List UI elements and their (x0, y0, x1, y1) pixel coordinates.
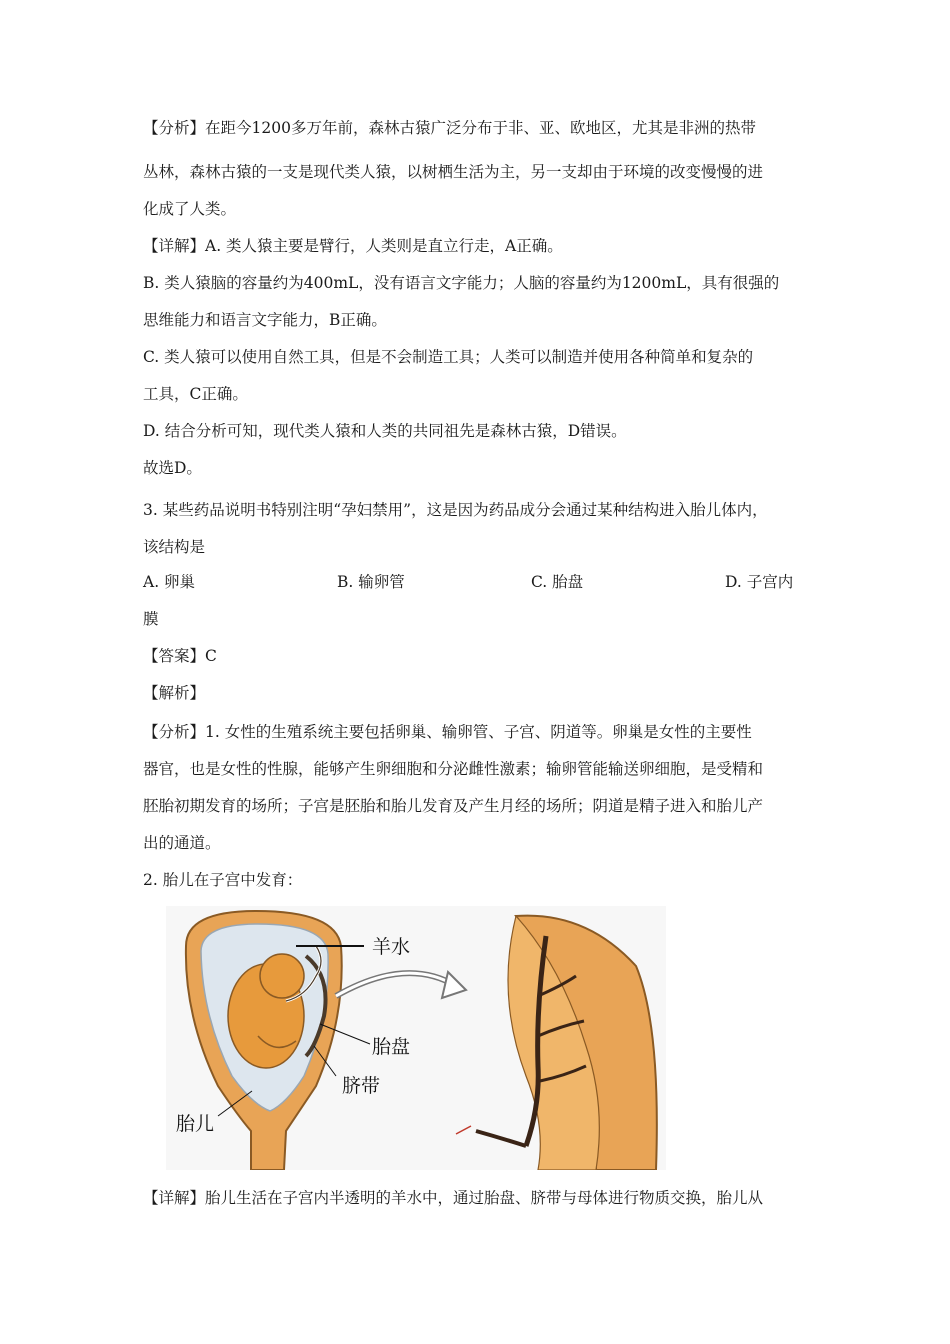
question-3-line-2: 该结构是 (143, 538, 206, 556)
explanation-c-line-1: C. 类人猿可以使用自然工具，但是不会制造工具；人类可以制造并使用各种简单和复杂的 (143, 348, 754, 366)
explanation-d: D. 结合分析可知，现代类人猿和人类的共同祖先是森林古猿，D错误。 (143, 422, 627, 440)
label-fetus: 胎儿 (176, 1113, 215, 1135)
label-amniotic-fluid: 羊水 (372, 936, 411, 958)
label-umbilical-cord: 脐带 (342, 1075, 381, 1097)
answer-choice: 故选D。 (143, 459, 202, 477)
label-placenta: 胎盘 (372, 1036, 411, 1058)
analysis2-line-2: 器官，也是女性的性腺，能够产生卵细胞和分泌雌性激素；输卵管能输送卵细胞，是受精和 (143, 760, 764, 778)
analysis-line-3: 化成了人类。 (143, 200, 237, 218)
explanation-b-line-1: B. 类人猿脑的容量约为400mL，没有语言文字能力；人脑的容量约为1200mL，具有很强的 (143, 274, 780, 292)
analysis2-line-3: 胚胎初期发育的场所；子宫是胚胎和胎儿发育及产生月经的场所；阴道是精子进入和胎儿产 (143, 797, 764, 815)
option-d: D. 子宫内 (725, 573, 794, 591)
analysis2-line-1: 【分析】1. 女性的生殖系统主要包括卵巢、输卵管、子宫、阴道等。卵巢是女性的主要性 (143, 723, 752, 741)
question-3-line-1: 3. 某些药品说明书特别注明“孕妇禁用”，这是因为药品成分会通过某种结构进入胎儿体内， (143, 501, 768, 519)
answer-label: 【答案】C (143, 647, 217, 665)
explanation-a: 【详解】A. 类人猿主要是臂行，人类则是直立行走，A正确。 (143, 237, 563, 255)
option-a: A. 卵巢 (143, 573, 196, 591)
option-d-continued: 膜 (143, 610, 159, 628)
analysis2-line-4: 出的通道。 (143, 834, 221, 852)
analysis2-line-5: 2. 胎儿在子宫中发育： (143, 871, 303, 889)
option-c: C. 胎盘 (531, 573, 584, 591)
analysis-line-1: 【分析】在距今1200多万年前，森林古猿广泛分布于非、亚、欧地区，尤其是非洲的热带 (143, 119, 756, 137)
detail-line-1: 【详解】胎儿生活在子宫内半透明的羊水中，通过胎盘、脐带与母体进行物质交换，胎儿从 (143, 1189, 764, 1207)
explanation-c-line-2: 工具，C正确。 (143, 385, 248, 403)
explanation-b-line-2: 思维能力和语言文字能力，B正确。 (143, 311, 387, 329)
analysis-heading: 【解析】 (143, 684, 206, 702)
fetus-uterus-figure (166, 906, 666, 1170)
analysis-line-2: 丛林，森林古猿的一支是现代类人猿，以树栖生活为主，另一支却由于环境的改变慢慢的进 (143, 163, 764, 181)
option-b: B. 输卵管 (337, 573, 405, 591)
